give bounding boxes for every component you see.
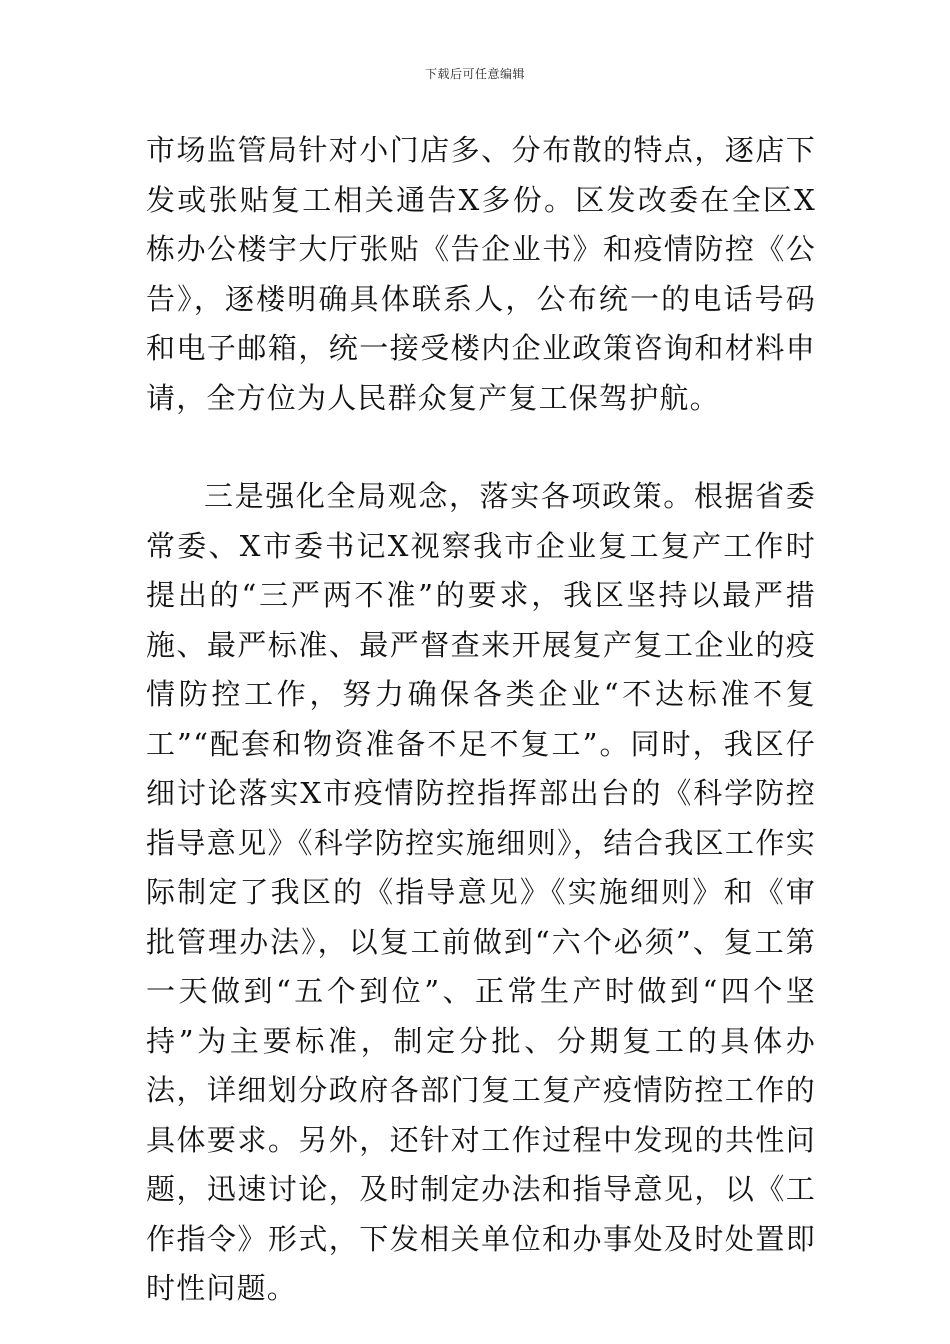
paragraph-1: 市场监管局针对小门店多、分布散的特点，逐店下发或张贴复工相关通告X多份。区发改委在全区X栋办公楼宇大厅张贴《告企业书》和疫情防控《公告》，逐楼明确具体联系人，公布统一的电话号码和电子邮箱，统一接受楼内企业政策咨询和材料申请，全方位为人民群众复产复工保驾护航。 bbox=[146, 133, 816, 415]
paragraph-2: 三是强化全局观念，落实各项政策。根据省委常委、X市委书记X视察我市企业复工复产工作时提出的“三严两不准”的要求，我区坚持以最严措施、最严标准、最严督查来开展复产复工企业的疫情防控工作，努力确保各类企业“不达标准不复工”“配套和物资准备不足不复工”。同时，我区仔细讨论落实X市疫情防控指挥部出台的《科学防控指导意见》《科学防控实施细则》，结合我区工作实际制定了我区的《指导意见》《实施细则》和《审批管理办法》，以复工前做到“六个必须”、复工第一天做到“五个到位”、正常生产时做到“四个坚持”为主要标准，制定分批、分期复工的具体办法，详细划分政府各部门复工复产疫情防控工作的具体要求。另外，还针对工作过程中发现的共性问题，迅速讨论，及时制定办法和指导意见，以《工作指令》形式，下发相关单位和办事处及时处置即时性问题。 bbox=[146, 479, 816, 1305]
page-header: 下载后可任意编辑 bbox=[424, 67, 525, 81]
